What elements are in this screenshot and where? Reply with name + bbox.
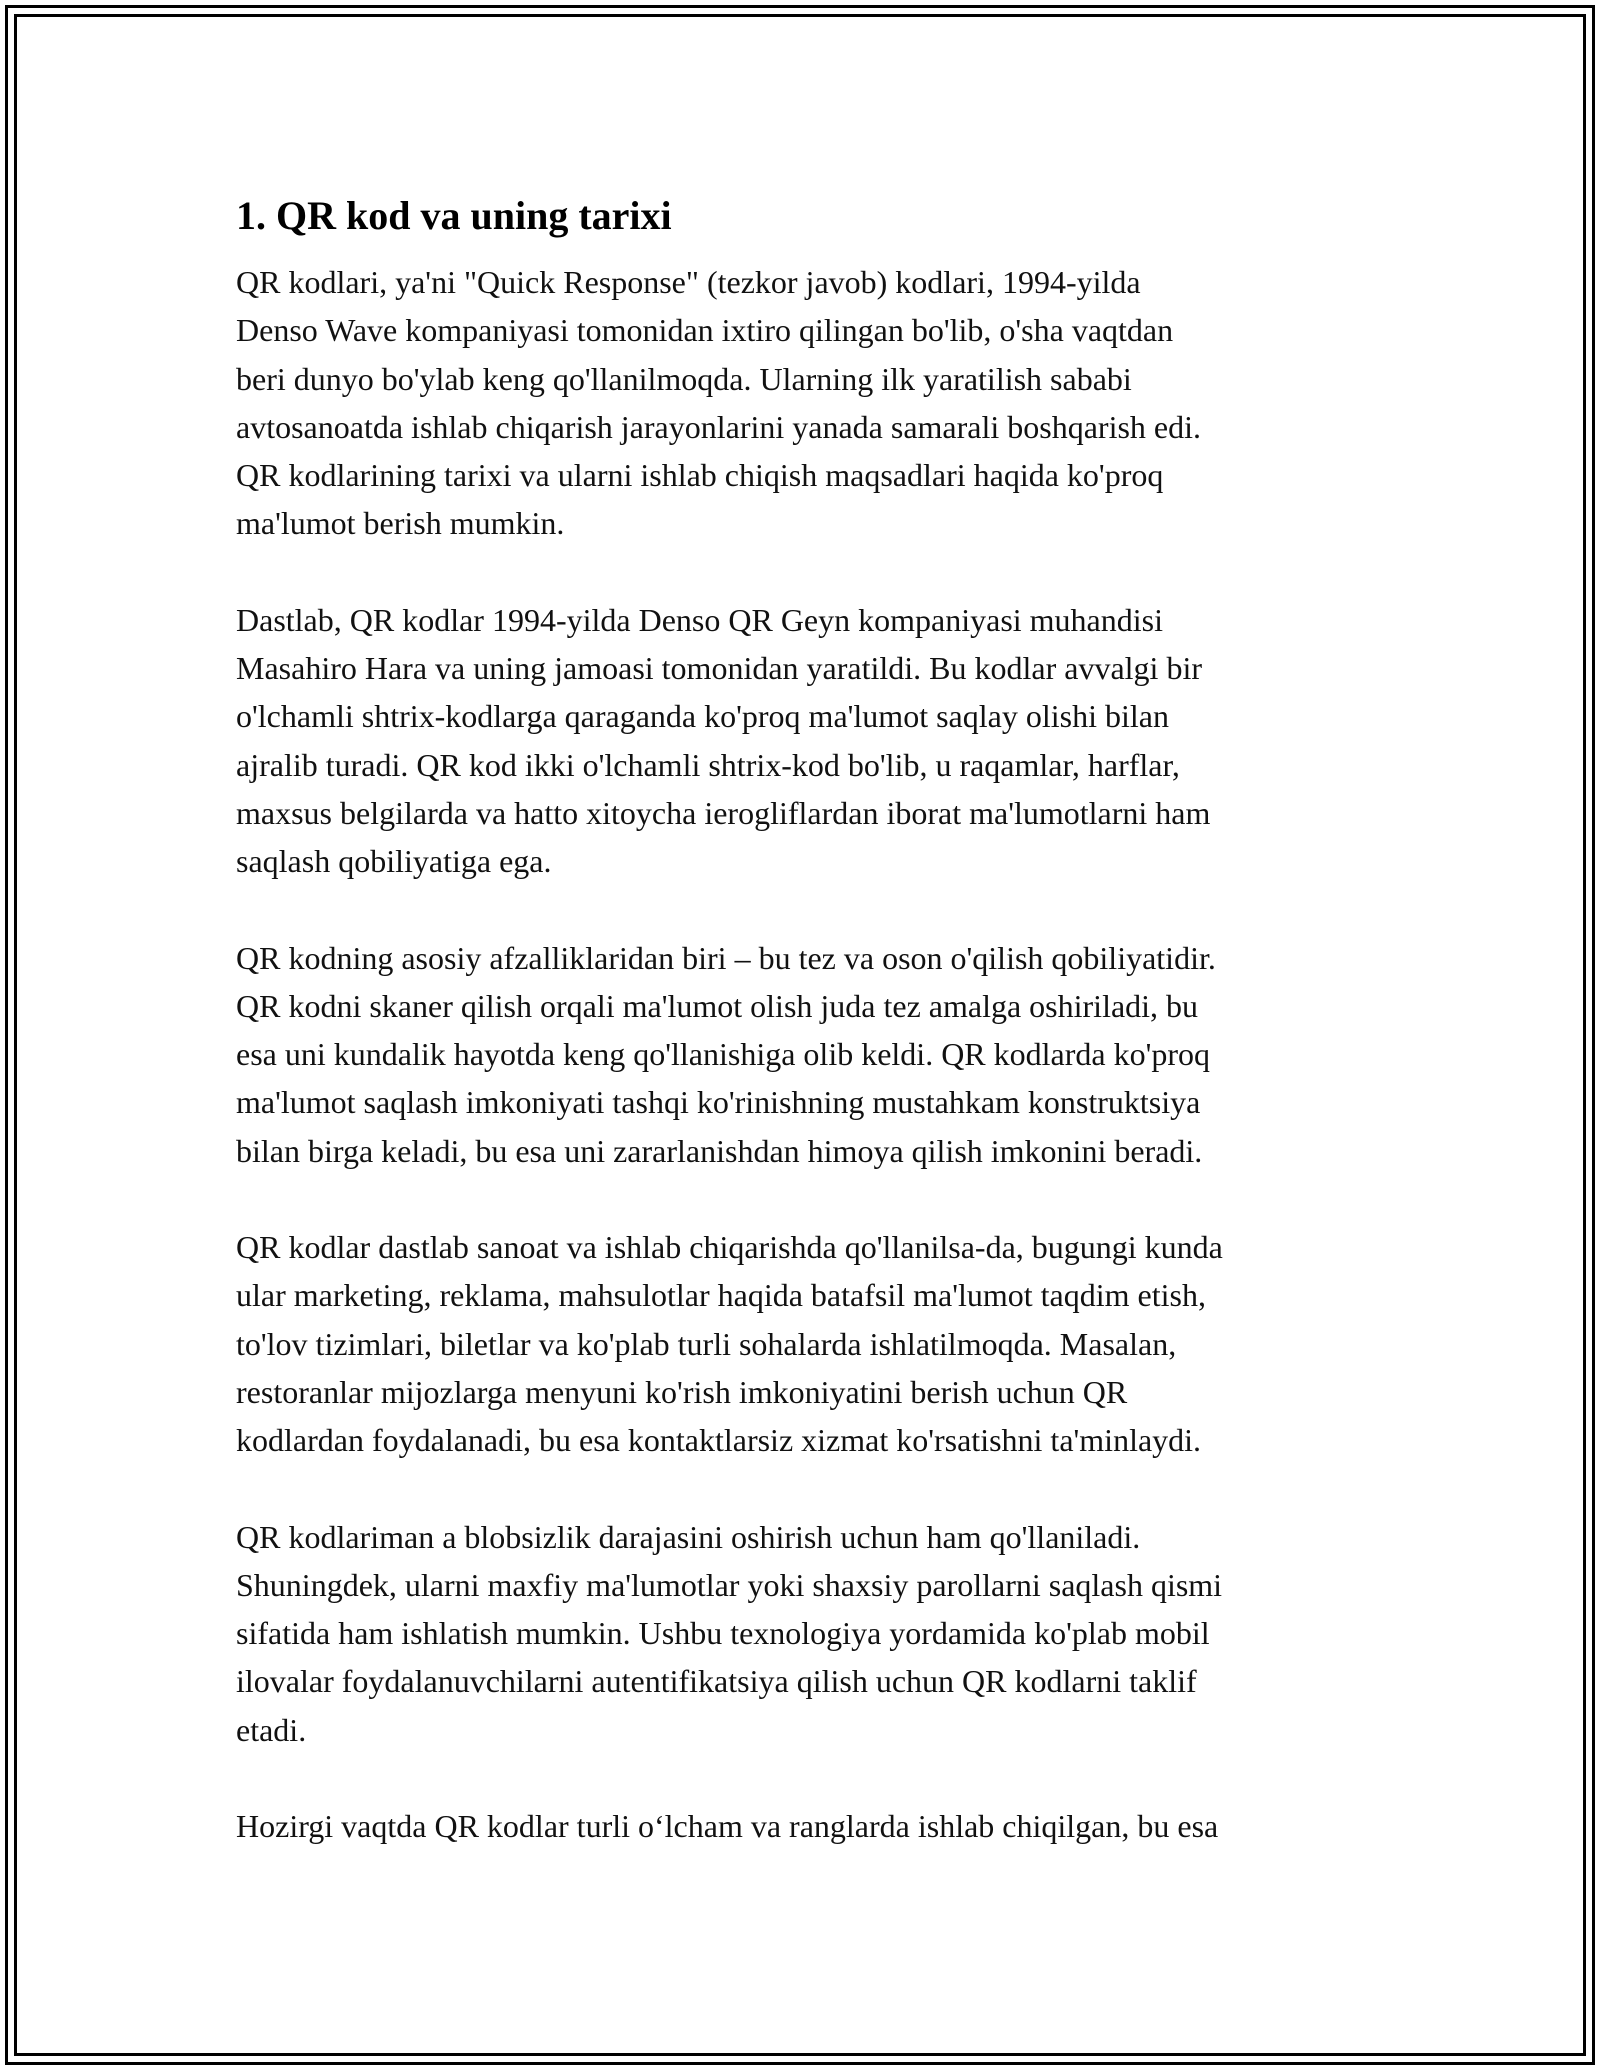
text-line: avtosanoatda ishlab chiqarish jarayonlarini yanada samarali boshqarish edi. xyxy=(236,408,1202,445)
section-heading: 1. QR kod va uning tarixi xyxy=(236,193,672,238)
text-line: restoranlar mijozlarga menyuni ko'rish imkoniyatini berish uchun QR xyxy=(236,1373,1128,1410)
text-line: sifatida ham ishlatish mumkin. Ushbu texnologiya yordamida ko'plab mobil xyxy=(236,1615,1210,1652)
text-line: ma'lumot berish mumkin. xyxy=(236,505,565,542)
text-line: QR kodlariman a blobsizlik darajasini oshirish uchun ham qo'llaniladi. xyxy=(236,1518,1141,1555)
text-line: etadi. xyxy=(236,1711,307,1748)
paragraph-3 xyxy=(236,934,1386,1175)
paragraph-6 xyxy=(236,1802,1386,1850)
text-line: ular marketing, reklama, mahsulotlar haqida batafsil ma'lumot taqdim etish, xyxy=(236,1277,1206,1314)
paragraph-2 xyxy=(236,596,1386,886)
text-line: QR kodlarining tarixi va ularni ishlab chiqish maqsadlari haqida ko'proq xyxy=(236,457,1164,494)
text-line: Shuningdek, ularni maxfiy ma'lumotlar yoki shaxsiy parollarni saqlash qismi xyxy=(236,1566,1223,1603)
text-line: saqlash qobiliyatiga ega. xyxy=(236,843,552,880)
text-line: ilovalar foydalanuvchilarni autentifikatsiya qilish uchun QR kodlarni taklif xyxy=(236,1663,1197,1700)
text-line: esa uni kundalik hayotda keng qo'llanishiga olib keldi. QR kodlarda ko'proq xyxy=(236,1036,1211,1073)
text-line: Dastlab, QR kodlar 1994-yilda Denso QR Geyn kompaniyasi muhandisi xyxy=(236,601,1163,638)
text-line: ajralib turadi. QR kod ikki o'lchamli shtrix-kod bo'lib, u raqamlar, harflar, xyxy=(236,746,1180,783)
text-line: bilan birga keladi, bu esa uni zararlanishdan himoya qilish imkonini beradi. xyxy=(236,1132,1203,1169)
text-line: kodlardan foydalanadi, bu esa kontaktlarsiz xizmat ko'rsatishni ta'minlaydi. xyxy=(236,1422,1202,1459)
text-line: QR kodlar dastlab sanoat va ishlab chiqarishda qo'llanilsa-da, bugungi kunda xyxy=(236,1229,1223,1266)
text-line: QR kodlari, ya'ni "Quick Response" (tezkor javob) kodlari, 1994-yilda xyxy=(236,264,1141,300)
text-line: Hozirgi vaqtda QR kodlar turli o‘lcham va ranglarda ishlab chiqilgan, bu esa xyxy=(236,1808,1219,1845)
document-body xyxy=(236,188,1386,1898)
text-line: o'lchamli shtrix-kodlarga qaraganda ko'proq ma'lumot saqlay olishi bilan xyxy=(236,698,1169,735)
text-line: maxsus belgilarda va hatto xitoycha ierogliflardan iborat ma'lumotlarni ham xyxy=(236,794,1211,831)
text-line: Denso Wave kompaniyasi tomonidan ixtiro qilingan bo'lib, o'sha vaqtdan xyxy=(236,312,1174,349)
paragraph-5 xyxy=(236,1513,1386,1754)
text-line: QR kodni skaner qilish orqali ma'lumot olish juda tez amalga oshiriladi, bu xyxy=(236,987,1199,1024)
text-line: Masahiro Hara va uning jamoasi tomonidan yaratildi. Bu kodlar avvalgi bir xyxy=(236,650,1202,687)
paragraph-1 xyxy=(236,258,1386,548)
text-line: to'lov tizimlari, biletlar va ko'plab turli sohalarda ishlatilmoqda. Masalan, xyxy=(236,1325,1177,1362)
text-line: QR kodning asosiy afzalliklaridan biri – bu tez va oson o'qilish qobiliyatidir. xyxy=(236,939,1216,976)
paragraph-4 xyxy=(236,1223,1386,1464)
text-line: beri dunyo bo'ylab keng qo'llanilmoqda. Ularning ilk yaratilish sababi xyxy=(236,360,1132,397)
text-line: ma'lumot saqlash imkoniyati tashqi ko'rinishning mustahkam konstruktsiya xyxy=(236,1084,1201,1121)
